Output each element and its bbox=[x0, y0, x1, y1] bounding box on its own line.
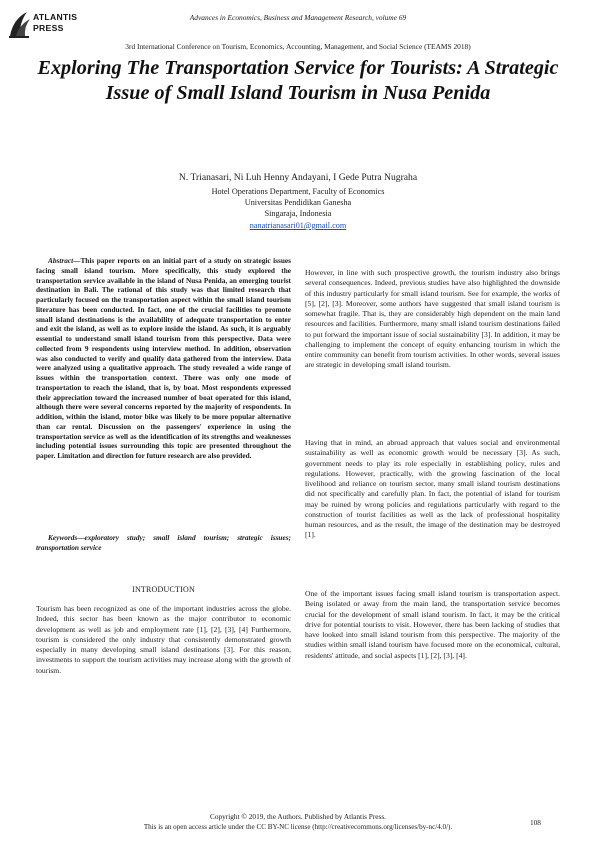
keywords-text: Keywords—exploratory study; small island tourism; strategic issues; transportation service bbox=[36, 533, 291, 552]
paper-authors: N. Trianasari, Ni Luh Henny Andayani, I Gede Putra Nugraha bbox=[178, 172, 418, 183]
author-email-link[interactable]: nanatrianasari01@gmail.com bbox=[249, 221, 347, 230]
journal-name: Advances in Economics, Business and Management Research, volume 69 bbox=[189, 13, 407, 22]
abstract-label: Abstract bbox=[48, 256, 74, 265]
body-paragraph-2: Having that in mind, an abroad approach that values social and environmental sustainability as well as economic growth would be necessary [3]. As such, government needs to play its role especially in establishing policy, rules and regulations. However, practically, with the growing fascination of the local livelihood and reliance on tourism sector, many small island tourism destinations did not specifically and carefully plan. In fact, the potential of island for tourism may be ruined by wrong policies and regulations particularly with regard to the construction of tourist facilities as well as the lack of professional hospitality human resources, and as the result, the image of the destination may be destroyed [1]. bbox=[305, 438, 560, 540]
introduction-heading: INTRODUCTION bbox=[132, 585, 195, 594]
paper-title: Exploring The Transportation Service for Tourists: A Strategic Issue of Small Island Tourism in Nusa Penida bbox=[37, 57, 559, 104]
conference-name: 3rd International Conference on Tourism, Economics, Accounting, Management, and Social Science (TEAMS 2018) bbox=[125, 42, 471, 51]
affiliation-location: Singaraja, Indonesia bbox=[264, 209, 332, 218]
footer-copyright: Copyright © 2019, the Authors. Published by Atlantis Press. bbox=[209, 812, 386, 821]
publisher-name: ATLANTIS PRESS bbox=[33, 12, 78, 33]
body-paragraph-1: However, in line with such prospective growth, the tourism industry also brings several consequences. Indeed, previous studies have also highlighted the downside of this industry particularly for small island tourism. See for example, the works of [5], [2], [3]. Moreover, some authors have suggested that small island tourism is somewhat fragile. That is, they are considerably high dependent on the main land resources and facilities. Furthermore, many small island tourism destinations failed to put forward the important issue of social sustainability [3]. In addition, it may be challenging to implement the concept of equity enhancing tourism in which the entire community can benefit from tourism activities. In other words, several issues are strategic in developing small island tourism. bbox=[305, 268, 560, 370]
abstract bbox=[36, 256, 291, 461]
page-number: 108 bbox=[530, 818, 541, 827]
affiliation-department: Hotel Operations Department, Faculty of Economics bbox=[211, 187, 385, 196]
keywords bbox=[36, 533, 291, 553]
abstract-text: —This paper reports on an initial part of a study on strategic issues facing small island tourism. More specifically, this study explored the transportation service available in the island of Nusa Penida, an emerging tourist destination in Bali. The rational of this study was that limited research that particularly focused on the transportation aspect within the small island tourism literature has been conducted. In fact, one of the crucial facilities to promote small island destinations is the availability of adequate transportation to enter and exit the island, as well as to explore inside the island. As such, it is arguably essential to understand small island tourism from this perspective. Data were collected from 9 respondents using interview method. In addition, observation was also conducted to verify and qualify data gathered from the interview. Data were analyzed using a qualitative approach. The study revealed a wide range of issues within the transportation context. There was only one mode of transportation to reach the island, that is, by boat. Most respondents expressed their appreciation toward the increased number of boat operated for this island, although there were several concerns reported by the majority of respondents. In addition, within the island, motor bike was likely to be more popular alternative than car rental. Discussion on the passengers' experience in using the transportation service as well as the identification of its strengths and weaknesses including potential issues surrounding this topic are presented throughout the paper. Limitation and direction for future research are also provided. bbox=[36, 256, 291, 460]
footer-license: This is an open access article under the CC BY-NC license (http://creativecommons.org/licenses/by-nc/4.0/). bbox=[143, 823, 453, 831]
introduction-paragraph-1: Tourism has been recognized as one of the important industries across the globe. Indeed, this sector has been known as the major contributor to economic development as well as job and employment rate [1], [2], [3], [4] Furthermore, tourism is considered the only industry that consistently demonstrated growth especially in many developing small island destinations [3]. For this reason, investments to support the tourism activities may increase along with the growth of tourism. bbox=[36, 604, 291, 675]
body-paragraph-3: One of the important issues facing small island tourism is transportation aspect. Being isolated or away from the main land, the transportation service becomes crucial for the development of small island tourism. In fact, it may be the critical drive for potential tourists to visit. However, there has been lacking of studies that have looked into small island tourism from this perspective. The majority of the studies within small island tourism have focused more on the economical, cultural, residents' attitude, and social aspects [1], [2], [3], [4]. bbox=[305, 589, 560, 660]
affiliation-university: Universitas Pendidikan Ganesha bbox=[244, 198, 352, 207]
